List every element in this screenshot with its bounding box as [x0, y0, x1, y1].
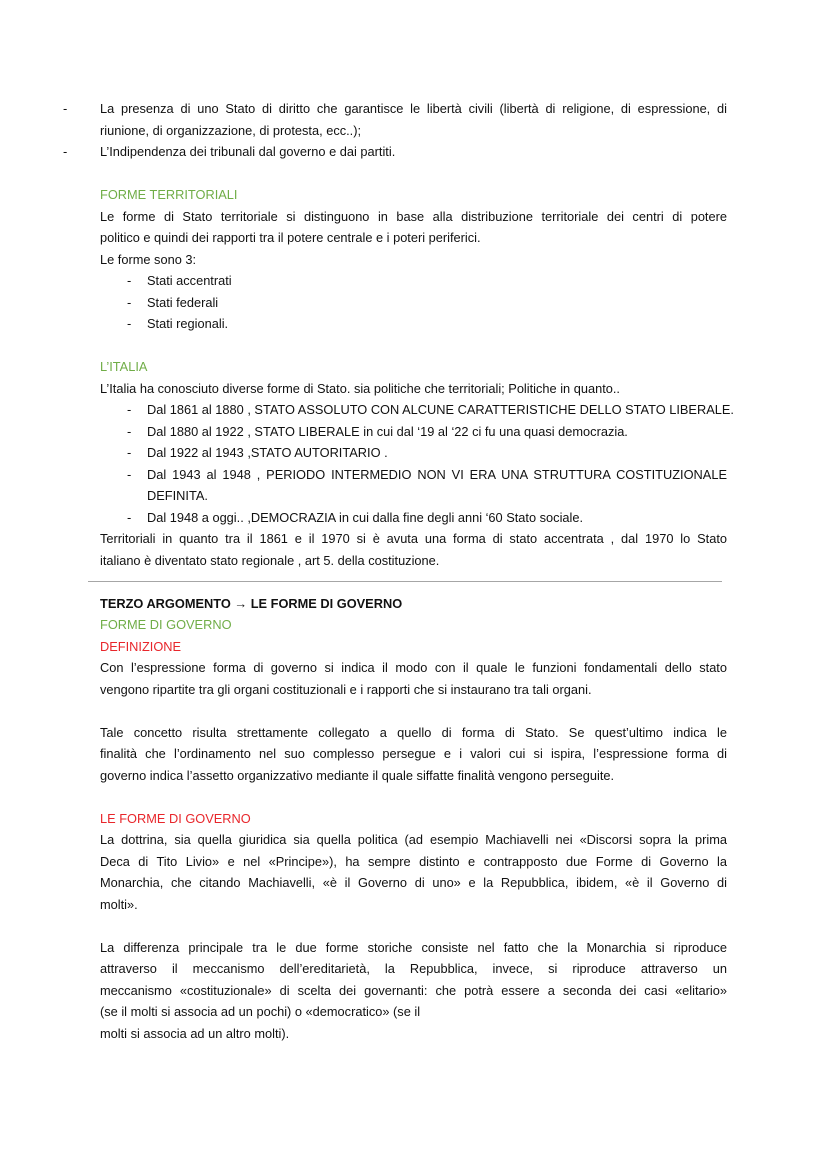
- list-item-text: Dal 1948 a oggi.. ,DEMOCRAZIA in cui dalla fine degli anni ‘60 Stato sociale.: [147, 509, 584, 525]
- list-item: [0, 507, 828, 529]
- bullet-dash: -: [127, 466, 132, 482]
- paragraph-line: (se il molti si associa ad un pochi) o «democratico» (se il: [100, 1004, 421, 1019]
- paragraph-line: molti si associa ad un altro molti).: [100, 1025, 290, 1041]
- section-heading-definizione: DEFINIZIONE: [100, 638, 182, 654]
- list-item-text: Dal 1861 al 1880 , STATO ASSOLUTO CON ALCUNE CARATTERISTICHE DELLO STATO LIBERALE.: [147, 402, 734, 417]
- list-item: [0, 292, 828, 314]
- paragraph-line: La dottrina, sia quella giuridica sia quella politica (ad esempio Machiavelli nei «Discorsi sopra la prima: [100, 832, 727, 847]
- bullet-dash: -: [127, 316, 132, 331]
- paragraph-line: L’Italia ha conosciuto diverse forme di Stato. sia politiche che territoriali; Politiche in quanto..: [100, 380, 620, 396]
- list-item-text: Stati regionali.: [147, 316, 229, 331]
- list-item: [0, 399, 828, 421]
- paragraph-line: finalità che l’ordinamento nel suo complesso persegue e i valori cui si ispira, l’espressione forma di: [100, 746, 727, 761]
- paragraph-line: Le forme di Stato territoriale si distinguono in base alla distribuzione territoriale dei centri di potere: [100, 208, 727, 224]
- list-item: [0, 442, 828, 464]
- paragraph-line: Le forme sono 3:: [100, 251, 197, 267]
- section-heading-italia: L’ITALIA: [100, 359, 148, 374]
- list-item: [0, 141, 828, 163]
- paragraph-line: La differenza principale tra le due forme storiche consiste nel fatto che la Monarchia si riproduce: [100, 939, 727, 955]
- paragraph-line: attraverso il meccanismo dell’ereditarietà, la Repubblica, invece, si riproduce attraverso un: [100, 961, 727, 976]
- bullet-dash: -: [127, 423, 132, 439]
- paragraph-line: vengono ripartite tra gli organi costituzionali e i rapporti che si instaurano tra tali organi.: [100, 681, 592, 697]
- bullet-dash: -: [127, 445, 132, 460]
- list-item: [0, 313, 828, 335]
- blank-line: [0, 786, 828, 808]
- bullet-dash: -: [127, 402, 132, 417]
- bullet-dash: -: [63, 101, 68, 116]
- list-item-text: riunione, di organizzazione, di protesta, ecc..);: [100, 122, 362, 138]
- section-heading-le-forme-di-governo: LE FORME DI GOVERNO: [100, 810, 251, 826]
- bullet-dash: -: [127, 509, 132, 525]
- bullet-dash: -: [63, 144, 68, 159]
- section-heading-forme-di-governo: FORME DI GOVERNO: [100, 617, 232, 632]
- paragraph-line: meccanismo «costituzionale» di scelta dei governanti: che potrà essere a seconda dei casi «elitario»: [100, 982, 727, 998]
- horizontal-rule: [88, 581, 722, 582]
- section-heading-forme-territoriali: FORME TERRITORIALI: [100, 187, 238, 202]
- list-item-text: L’Indipendenza dei tribunali dal governo e dai partiti.: [100, 144, 396, 159]
- list-item-continuation: [0, 485, 828, 507]
- list-item-text: Dal 1880 al 1922 , STATO LIBERALE in cui dal ‘19 al ‘22 ci fu una quasi democrazia.: [147, 423, 628, 439]
- paragraph-line: Monarchia, che citando Machiavelli, «è il Governo di uno» e la Repubblica, ibidem, «è il Governo di: [100, 875, 727, 890]
- paragraph-line: molti».: [100, 896, 138, 912]
- paragraph-line: politico e quindi dei rapporti tra il potere centrale e i poteri periferici.: [100, 230, 481, 245]
- paragraph-line: Territoriali in quanto tra il 1861 e il 1970 si è avuta una forma di stato accentrata , dal 1970 lo Stato: [100, 531, 727, 546]
- bullet-dash: -: [127, 273, 132, 288]
- paragraph-line: Con l’espressione forma di governo si indica il modo con il quale le funzioni fondamentali dello stato: [100, 660, 727, 675]
- list-item-text: Dal 1943 al 1948 , PERIODO INTERMEDIO NON VI ERA UNA STRUTTURA COSTITUZIONALE: [147, 466, 727, 482]
- blank-line: [0, 700, 828, 722]
- list-item: [0, 464, 828, 486]
- list-item-text: Stati accentrati: [147, 273, 232, 288]
- list-item-text: DEFINITA.: [147, 488, 208, 503]
- list-item: [0, 270, 828, 292]
- topic-title: TERZO ARGOMENTO → LE FORME DI GOVERNO: [100, 595, 403, 611]
- blank-line: [0, 163, 828, 185]
- list-item-text: Stati federali: [147, 294, 219, 310]
- list-item-text: Dal 1922 al 1943 ,STATO AUTORITARIO .: [147, 445, 388, 460]
- blank-line: [0, 335, 828, 357]
- paragraph-line: governo indica l’assetto organizzativo mediante il quale siffatte finalità vengono perseguite.: [100, 767, 615, 783]
- list-item: [0, 421, 828, 443]
- blank-line: [0, 915, 828, 937]
- list-item-continuation: [0, 120, 828, 142]
- paragraph-line: italiano è diventato stato regionale , art 5. della costituzione.: [100, 552, 440, 568]
- bullet-dash: -: [127, 294, 132, 310]
- document-page: [0, 98, 828, 1044]
- list-item-text: La presenza di uno Stato di diritto che garantisce le libertà civili (libertà di religione, di espressione, di: [100, 101, 727, 116]
- list-item: [0, 98, 828, 120]
- paragraph-line: Deca di Tito Livio» e nel «Principe»), ha sempre distinto e contrapposto due Forme di Governo la: [100, 853, 727, 869]
- paragraph-line: Tale concetto risulta strettamente collegato a quello di forma di Stato. Se quest’ultimo indica le: [100, 724, 727, 740]
